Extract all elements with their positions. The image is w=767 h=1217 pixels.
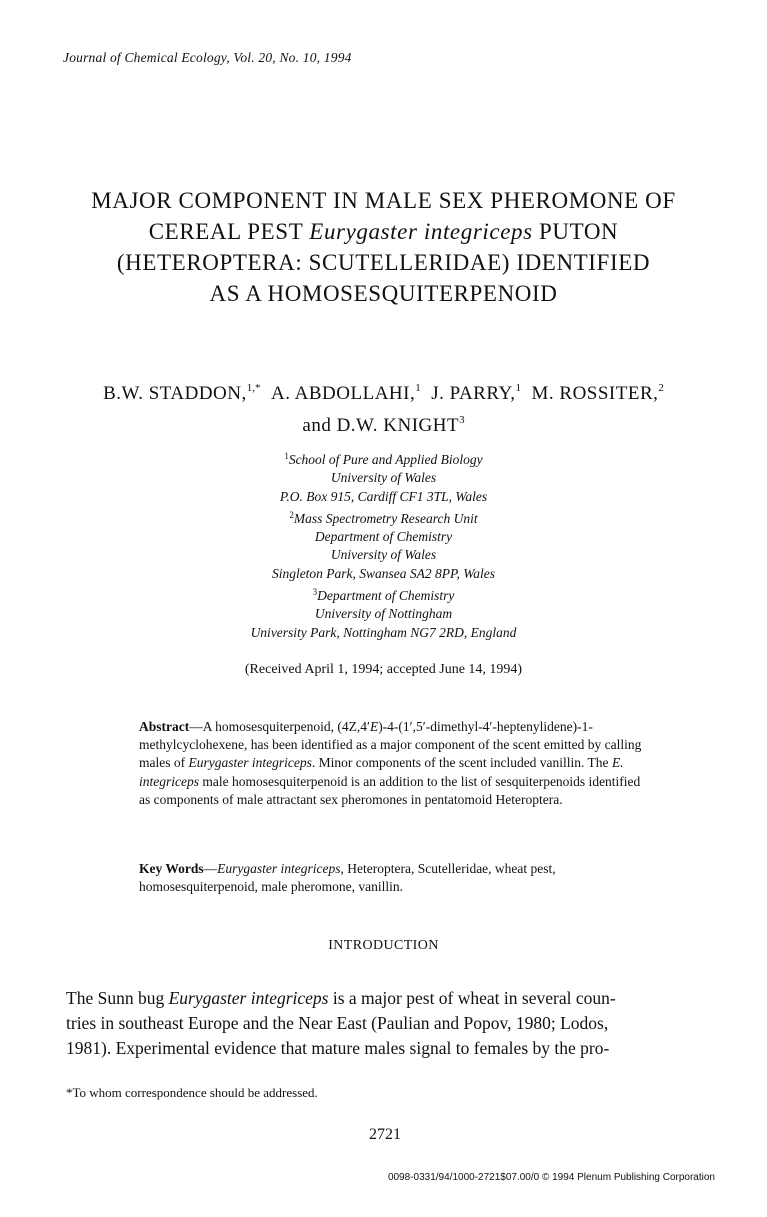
affiliations [150,447,617,642]
article-title [40,185,727,309]
author: A. ABDOLLAHI,$^1$ [270,382,421,404]
abstract: Abstract—A homosesquiterpenoid, (4Z,4′E)-4-(1′,5′-dimethyl-4′-heptenylidene)-1-methylcyclohexene, has been identified as a major component of the scent emitted by calling males of Eurygaster integriceps. Minor components of the scent included vanillin. The E. integriceps male homosesquiterpenoid is an addition to the list of sesquiterpenoids identified as components of male attractant sex pheromones in pentatomoid Heteroptera. [139,719,642,807]
abstract-label: Abstract [139,719,190,734]
title-line: (HETEROPTERA: SCUTELLERIDAE) IDENTIFIED [116,250,651,275]
author: J. PARRY,$^1$ [431,382,521,404]
section-heading: INTRODUCTION [328,938,439,953]
journal-citation: Journal of Chemical Ecology, Vol. 20, No. 10, 1994 [63,50,352,65]
received-dates: (Received April 1, 1994; accepted June 14, 1994) [244,662,523,677]
footnote: *To whom correspondence should be addressed. [66,1085,318,1100]
text-line: 1981). Experimental evidence that mature males signal to females by the pro- [66,1038,610,1058]
introduction-text [66,986,712,1061]
keywords-label: Key Words [139,861,204,876]
title-line: CEREAL PEST Eurygaster integriceps PUTON [148,219,619,244]
author: and D.W. KNIGHT$^3$ [302,414,465,436]
title-line: MAJOR COMPONENT IN MALE SEX PHEROMONE OF [91,188,676,213]
text-line: tries in southeast Europe and the Near East (Paulian and Popov, 1980; Lodos, [66,1013,609,1033]
key-words: Key Words—Eurygaster integriceps, Heteroptera, Scutelleridae, wheat pest, homosesquiterpenoid, male pheromone, vanillin. [139,861,556,895]
copyright-line: 0098-0331/94/1000-2721$07.00/0 © 1994 Plenum Publishing Corporation [387,1172,715,1183]
affiliation: $^2$Mass Spectrometry Research Unit Department of Chemistry University of Wales Singleton Park, Swansea SA2 8PP, Wales [271,509,496,581]
text-line: The Sunn bug Eurygaster integriceps is a major pest of wheat in several coun- [66,988,616,1008]
title-line: AS A HOMOSESQUITERPENOID [209,281,558,306]
author: M. ROSSITER,$^2$ [531,382,664,404]
affiliation: $^3$Department of Chemistry University of Nottingham University Park, Nottingham NG7 2RD, England [250,587,517,640]
page-number: 2721 [369,1126,401,1143]
affiliation: $^1$School of Pure and Applied Biology University of Wales P.O. Box 915, Cardiff CF1 3TL, Wales [279,451,488,504]
author: B.W. STADDON,$^{1,*}$ [103,382,261,404]
author-list [30,375,737,439]
